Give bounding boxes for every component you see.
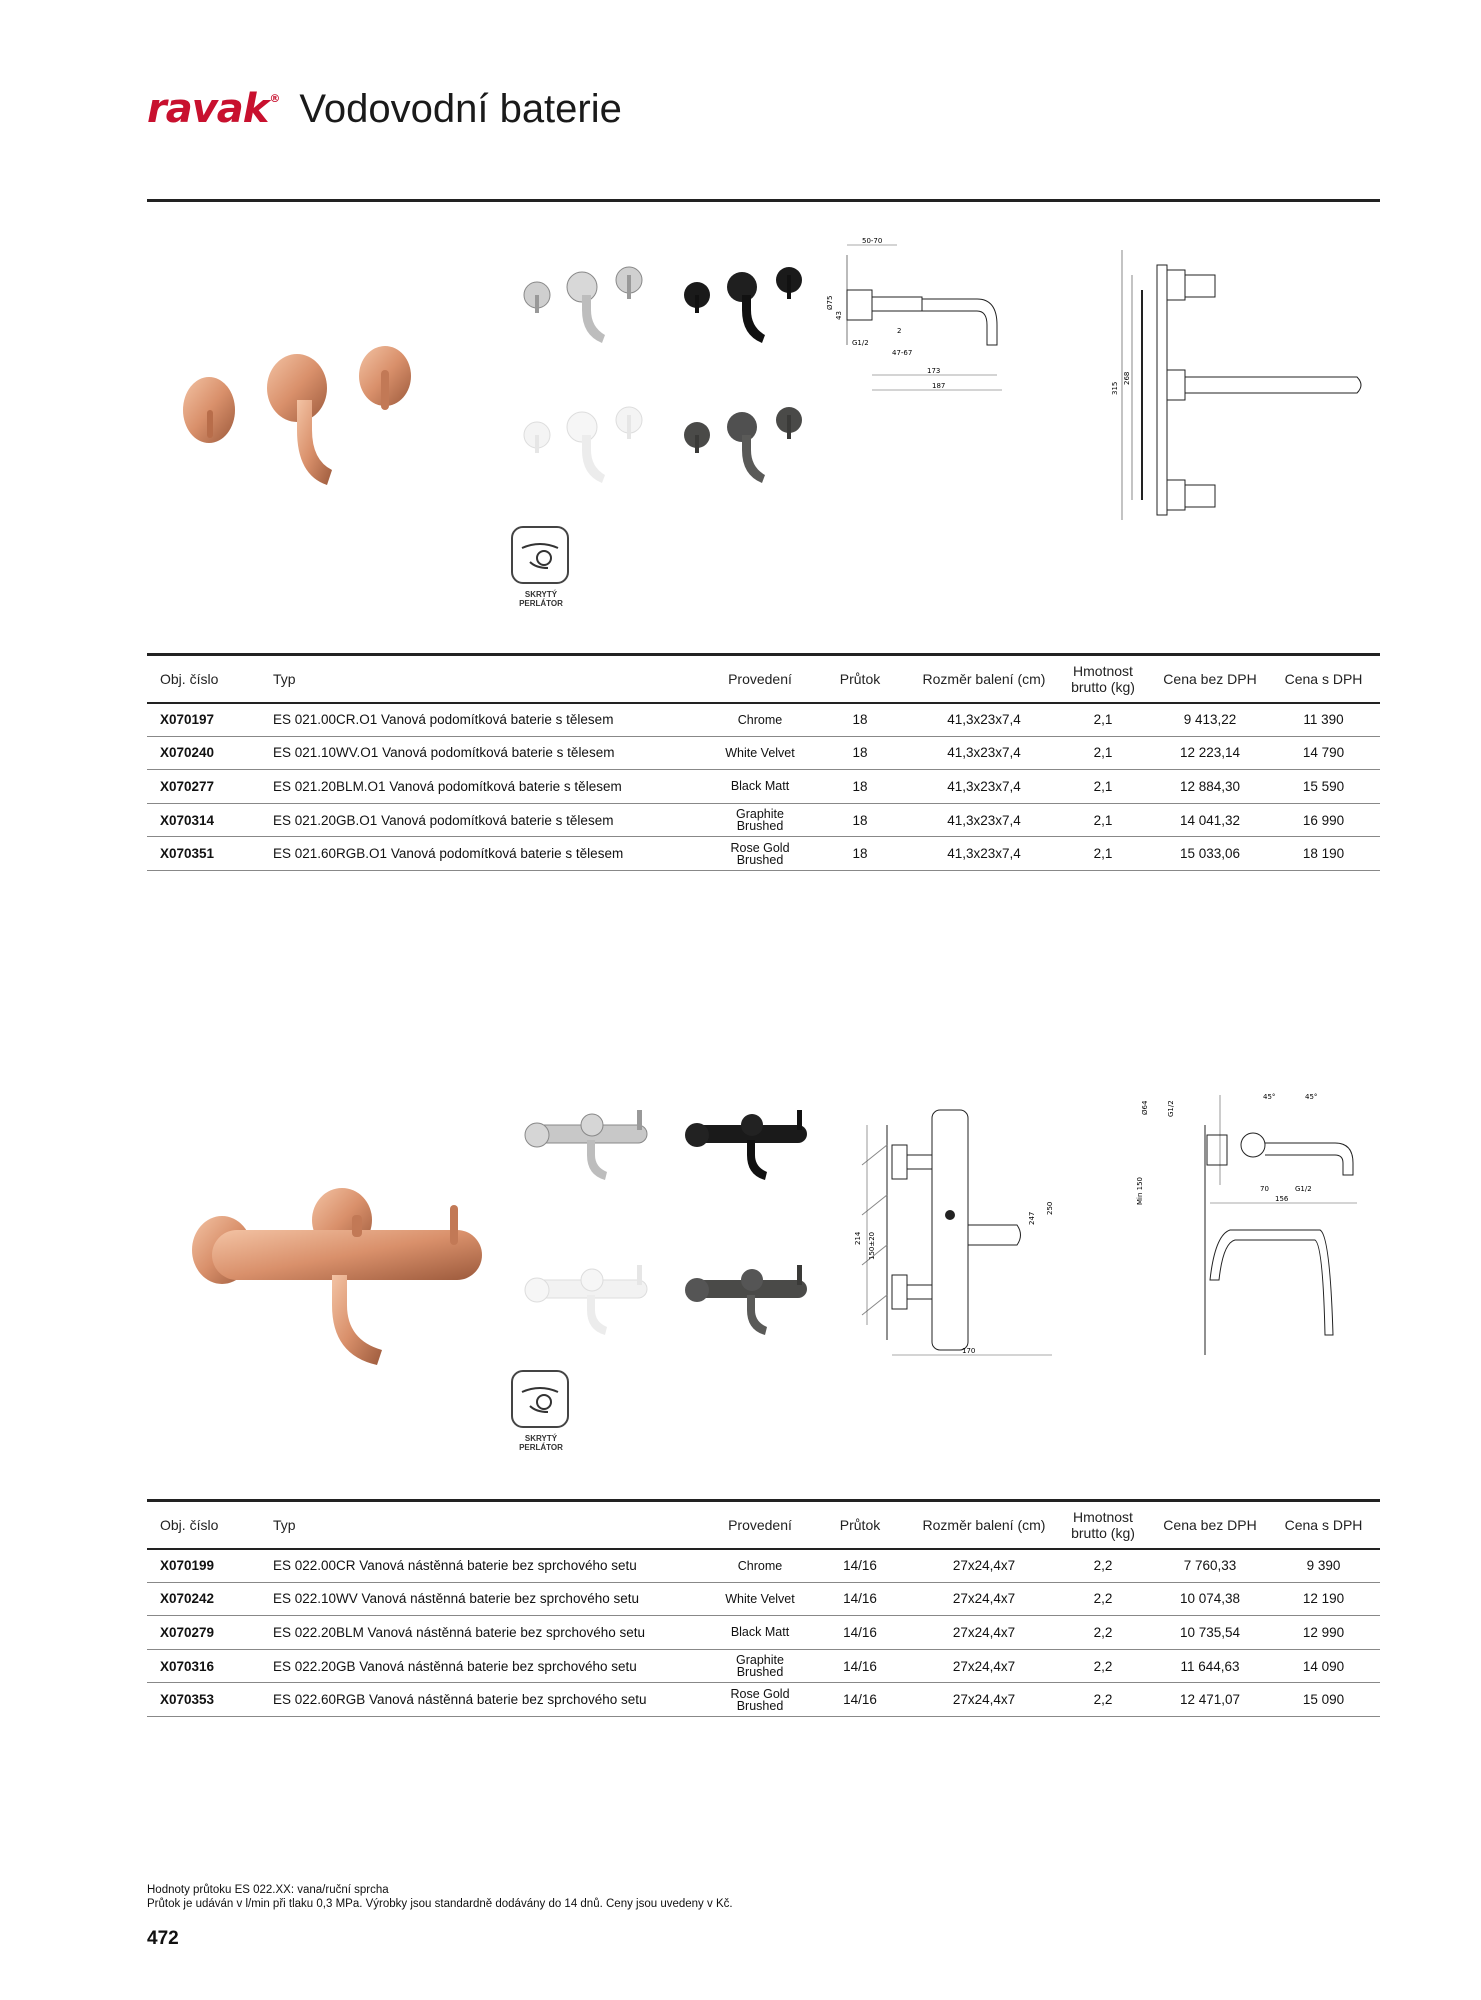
table-row (147, 770, 1380, 804)
svg-text:50-70: 50-70 (862, 237, 883, 245)
cena-s-cell: 12 190 (1267, 1582, 1380, 1616)
finish-cell: Chrome (715, 1549, 805, 1583)
prutok-cell: 14/16 (805, 1683, 915, 1717)
typ-cell: ES 022.10WV Vanová nástěnná baterie bez sprchového setu (267, 1582, 715, 1616)
svg-text:173: 173 (927, 367, 941, 375)
hmotnost-cell: 2,1 (1053, 803, 1153, 837)
product-hero-image-2 (182, 1185, 502, 1385)
finish-cell: Black Matt (715, 770, 805, 804)
typ-cell: ES 022.60RGB Vanová nástěnná baterie bez sprchového setu (267, 1683, 715, 1717)
table-row (147, 1549, 1380, 1583)
hidden-aerator-badge-1: SKRYTÝ PERLÁTOR (511, 526, 571, 608)
finish-cell: White Velvet (715, 736, 805, 770)
svg-text:156: 156 (1275, 1195, 1289, 1203)
cena-bez-cell: 7 760,33 (1153, 1549, 1267, 1583)
rozmer-cell: 41,3x23x7,4 (915, 837, 1053, 871)
table-row (147, 1616, 1380, 1650)
technical-drawing-side-2 (1135, 1085, 1375, 1370)
page-number: 472 (147, 1928, 179, 1949)
code-cell: X070199 (147, 1549, 267, 1583)
cena-s-cell: 15 590 (1267, 770, 1380, 804)
table-header-row: Obj. číslo Typ Provedení Průtok Rozměr balení (cm) Hmotnost brutto (kg) Cena bez DPH Cena s DPH (147, 655, 1380, 703)
svg-text:Ø75: Ø75 (826, 295, 834, 310)
hmotnost-cell: 2,2 (1053, 1616, 1153, 1650)
code-cell: X070279 (147, 1616, 267, 1650)
aerator-icon (511, 526, 569, 584)
finish-white-2 (517, 1250, 657, 1340)
rozmer-cell: 41,3x23x7,4 (915, 803, 1053, 837)
typ-cell: ES 022.20BLM Vanová nástěnná baterie bez sprchového setu (267, 1616, 715, 1650)
svg-text:45°: 45° (1263, 1093, 1276, 1101)
code-cell: X070314 (147, 803, 267, 837)
prutok-cell: 14/16 (805, 1582, 915, 1616)
cena-s-cell: 16 990 (1267, 803, 1380, 837)
page-header (147, 84, 622, 134)
prutok-cell: 18 (805, 736, 915, 770)
finish-graphite-1 (677, 405, 817, 490)
svg-text:G1/2: G1/2 (1167, 1100, 1175, 1117)
code-cell: X070316 (147, 1649, 267, 1683)
prutok-cell: 18 (805, 803, 915, 837)
finish-cell: White Velvet (715, 1582, 805, 1616)
table-row (147, 1582, 1380, 1616)
finish-cell: Black Matt (715, 1616, 805, 1650)
technical-drawing-side-1 (817, 235, 1062, 410)
svg-text:Min 150: Min 150 (1136, 1176, 1144, 1205)
svg-text:45°: 45° (1305, 1093, 1318, 1101)
svg-text:150±20: 150±20 (868, 1231, 876, 1260)
product-hero-image-1 (167, 350, 427, 510)
brand-logo: ravak® (147, 86, 280, 132)
finish-cell: Chrome (715, 703, 805, 737)
product-media-1 (147, 230, 1380, 620)
code-cell: X070353 (147, 1683, 267, 1717)
hmotnost-cell: 2,2 (1053, 1582, 1153, 1616)
rozmer-cell: 41,3x23x7,4 (915, 736, 1053, 770)
code-cell: X070242 (147, 1582, 267, 1616)
rozmer-cell: 27x24,4x7 (915, 1582, 1053, 1616)
svg-text:2: 2 (897, 327, 902, 335)
product-table-1 (147, 653, 1380, 871)
code-cell: X070351 (147, 837, 267, 871)
aerator-icon (511, 1370, 569, 1428)
svg-text:247: 247 (1028, 1211, 1036, 1225)
rozmer-cell: 41,3x23x7,4 (915, 703, 1053, 737)
typ-cell: ES 022.20GB Vanová nástěnná baterie bez sprchového setu (267, 1649, 715, 1683)
prutok-cell: 18 (805, 837, 915, 871)
hmotnost-cell: 2,2 (1053, 1649, 1153, 1683)
finish-black-2 (677, 1095, 817, 1185)
prutok-cell: 18 (805, 703, 915, 737)
hidden-aerator-badge-2: SKRYTÝ PERLÁTOR (511, 1370, 571, 1452)
header-divider (147, 199, 1380, 202)
finish-black-1 (677, 265, 817, 350)
typ-cell: ES 021.00CR.O1 Vanová podomítková baterie s tělesem (267, 703, 715, 737)
product-table-2 (147, 1499, 1380, 1717)
page-title: Vodovodní baterie (299, 86, 622, 131)
typ-cell: ES 021.60RGB.O1 Vanová podomítková baterie s tělesem (267, 837, 715, 871)
cena-s-cell: 14 090 (1267, 1649, 1380, 1683)
finish-chrome-1 (517, 265, 657, 350)
typ-cell: ES 021.20BLM.O1 Vanová podomítková baterie s tělesem (267, 770, 715, 804)
cena-bez-cell: 14 041,32 (1153, 803, 1267, 837)
finish-cell: Graphite Brushed (715, 1649, 805, 1683)
svg-text:G1/2: G1/2 (1295, 1185, 1312, 1193)
cena-s-cell: 12 990 (1267, 1616, 1380, 1650)
prutok-cell: 14/16 (805, 1616, 915, 1650)
svg-text:315: 315 (1111, 381, 1119, 395)
table-row (147, 736, 1380, 770)
cena-bez-cell: 15 033,06 (1153, 837, 1267, 871)
cena-s-cell: 14 790 (1267, 736, 1380, 770)
rozmer-cell: 27x24,4x7 (915, 1549, 1053, 1583)
svg-text:G1/2: G1/2 (852, 339, 869, 347)
cena-s-cell: 9 390 (1267, 1549, 1380, 1583)
svg-text:187: 187 (932, 382, 946, 390)
finish-cell: Rose Gold Brushed (715, 1683, 805, 1717)
technical-drawing-front-1 (1112, 245, 1377, 530)
cena-s-cell: 11 390 (1267, 703, 1380, 737)
footer-note: Hodnoty průtoku ES 022.XX: vana/ruční sprcha Průtok je udáván v l/min při tlaku 0,3 MPa. Výrobky jsou standardně dodávány do 14 dnů. Ceny jsou uvedeny v Kč. (147, 1884, 733, 1910)
svg-text:250: 250 (1046, 1201, 1054, 1215)
typ-cell: ES 022.00CR Vanová nástěnná baterie bez sprchového setu (267, 1549, 715, 1583)
finish-cell: Rose Gold Brushed (715, 837, 805, 871)
code-cell: X070197 (147, 703, 267, 737)
table-row (147, 703, 1380, 737)
finish-graphite-2 (677, 1250, 817, 1340)
rozmer-cell: 41,3x23x7,4 (915, 770, 1053, 804)
table-row (147, 803, 1380, 837)
code-cell: X070277 (147, 770, 267, 804)
cena-s-cell: 18 190 (1267, 837, 1380, 871)
cena-bez-cell: 10 074,38 (1153, 1582, 1267, 1616)
table-row (147, 837, 1380, 871)
cena-bez-cell: 12 884,30 (1153, 770, 1267, 804)
prutok-cell: 18 (805, 770, 915, 804)
hmotnost-cell: 2,1 (1053, 703, 1153, 737)
finish-cell: Graphite Brushed (715, 803, 805, 837)
finish-chrome-2 (517, 1095, 657, 1185)
typ-cell: ES 021.10WV.O1 Vanová podomítková baterie s tělesem (267, 736, 715, 770)
code-cell: X070240 (147, 736, 267, 770)
rozmer-cell: 27x24,4x7 (915, 1616, 1053, 1650)
cena-s-cell: 15 090 (1267, 1683, 1380, 1717)
hmotnost-cell: 2,1 (1053, 837, 1153, 871)
table-row (147, 1649, 1380, 1683)
cena-bez-cell: 11 644,63 (1153, 1649, 1267, 1683)
cena-bez-cell: 12 471,07 (1153, 1683, 1267, 1717)
hmotnost-cell: 2,2 (1053, 1549, 1153, 1583)
product-media-2 (147, 1075, 1380, 1465)
table-header-row: Obj. číslo Typ Provedení Průtok Rozměr balení (cm) Hmotnost brutto (kg) Cena bez DPH Cena s DPH (147, 1501, 1380, 1549)
svg-text:Ø64: Ø64 (1141, 1100, 1149, 1115)
typ-cell: ES 021.20GB.O1 Vanová podomítková baterie s tělesem (267, 803, 715, 837)
cena-bez-cell: 9 413,22 (1153, 703, 1267, 737)
prutok-cell: 14/16 (805, 1549, 915, 1583)
finish-white-1 (517, 405, 657, 490)
technical-drawing-front-2 (852, 1085, 1097, 1370)
cena-bez-cell: 10 735,54 (1153, 1616, 1267, 1650)
svg-text:43: 43 (835, 311, 843, 320)
svg-text:268: 268 (1123, 371, 1131, 385)
rozmer-cell: 27x24,4x7 (915, 1683, 1053, 1717)
cena-bez-cell: 12 223,14 (1153, 736, 1267, 770)
hmotnost-cell: 2,1 (1053, 736, 1153, 770)
table-row (147, 1683, 1380, 1717)
hmotnost-cell: 2,1 (1053, 770, 1153, 804)
svg-text:47-67: 47-67 (892, 349, 913, 357)
rozmer-cell: 27x24,4x7 (915, 1649, 1053, 1683)
svg-text:214: 214 (854, 1231, 862, 1245)
prutok-cell: 14/16 (805, 1649, 915, 1683)
svg-text:170: 170 (962, 1347, 976, 1355)
hmotnost-cell: 2,2 (1053, 1683, 1153, 1717)
svg-text:70: 70 (1260, 1185, 1269, 1193)
